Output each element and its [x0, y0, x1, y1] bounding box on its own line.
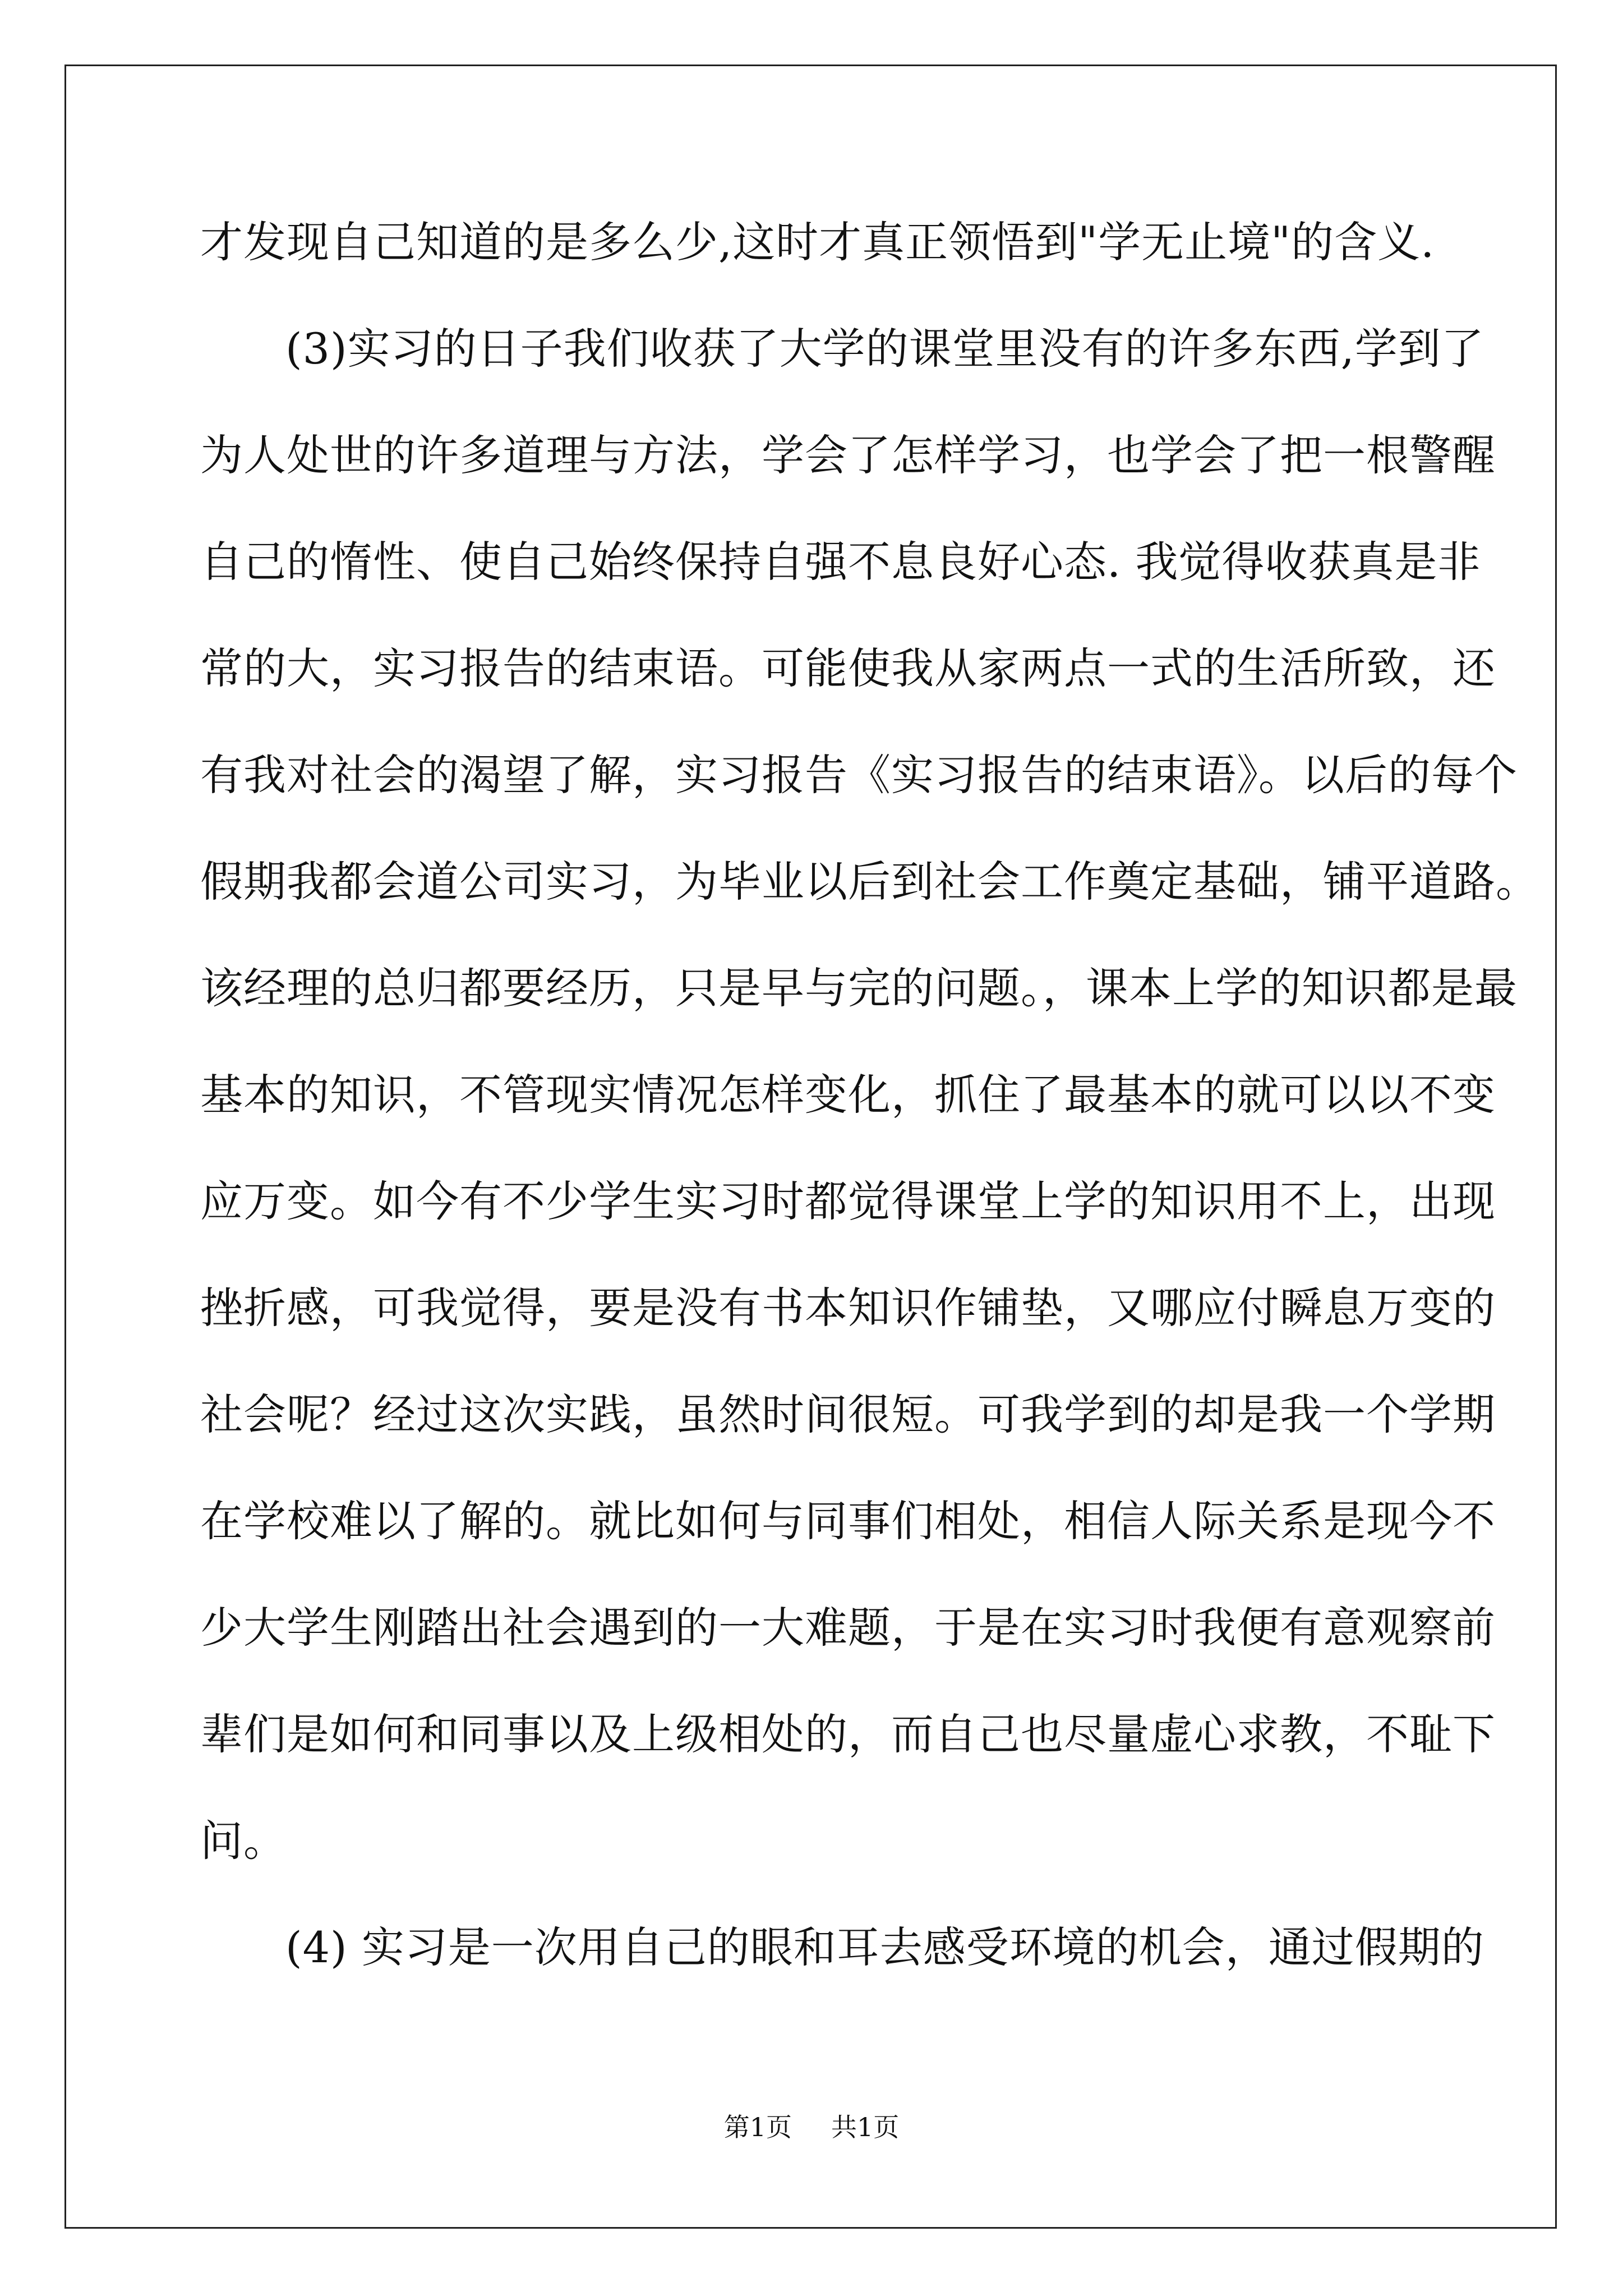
- paragraph-line: 有我对社会的渴望了解，实习报告《实习报告的结束语》。以后的每个: [200, 750, 1518, 800]
- paragraph-line: (4) 实习是一次用自己的眼和耳去感受环境的机会，通过假期的: [285, 1922, 1484, 1972]
- paragraph-line: 假期我都会道公司实习，为毕业以后到社会工作奠定基础，铺平道路。: [200, 857, 1539, 907]
- page-total: 共1页: [831, 2112, 900, 2142]
- paragraph-line: 该经理的总归都要经历，只是早与完的问题。，课本上学的知识都是最: [200, 963, 1518, 1013]
- page-footer: [0, 2110, 1623, 2144]
- paragraph-line: 在学校难以了解的。就比如何与同事们相处，相信人际关系是现今不: [200, 1496, 1496, 1546]
- paragraph-line: 辈们是如何和同事以及上级相处的，而自己也尽量虚心求教，不耻下: [200, 1709, 1496, 1759]
- page-border: [64, 65, 1557, 2229]
- paragraph-line: 应万变。如今有不少学生实习时都觉得课堂上学的知识用不上，出现: [200, 1176, 1496, 1226]
- paragraph-line: (3)实习的日子我们收获了大学的课堂里没有的许多东西,学到了: [285, 324, 1484, 374]
- paragraph-line: 自己的惰性、使自己始终保持自强不息良好心态. 我觉得收获真是非: [200, 537, 1481, 587]
- paragraph-line: 少大学生刚踏出社会遇到的一大难题，于是在实习时我便有意观察前: [200, 1603, 1496, 1653]
- paragraph-line: 常的大，实习报告的结束语。可能使我从家两点一式的生活所致，还: [200, 643, 1496, 693]
- paragraph-line: 问。: [200, 1816, 287, 1866]
- paragraph-line: 为人处世的许多道理与方法，学会了怎样学习，也学会了把一根警醒: [200, 430, 1496, 480]
- paragraph-line: 挫折感，可我觉得，要是没有书本知识作铺垫，又哪应付瞬息万变的: [200, 1283, 1496, 1333]
- paragraph-line: 才发现自己知道的是多么少,这时才真正领悟到"学无止境"的含义.: [200, 217, 1435, 267]
- paragraph-line: 基本的知识，不管现实情况怎样变化，抓住了最基本的就可以以不变: [200, 1070, 1496, 1120]
- paragraph-line: 社会呢？经过这次实践，虽然时间很短。可我学到的却是我一个学期: [200, 1389, 1496, 1439]
- page-number: 第1页: [723, 2112, 792, 2142]
